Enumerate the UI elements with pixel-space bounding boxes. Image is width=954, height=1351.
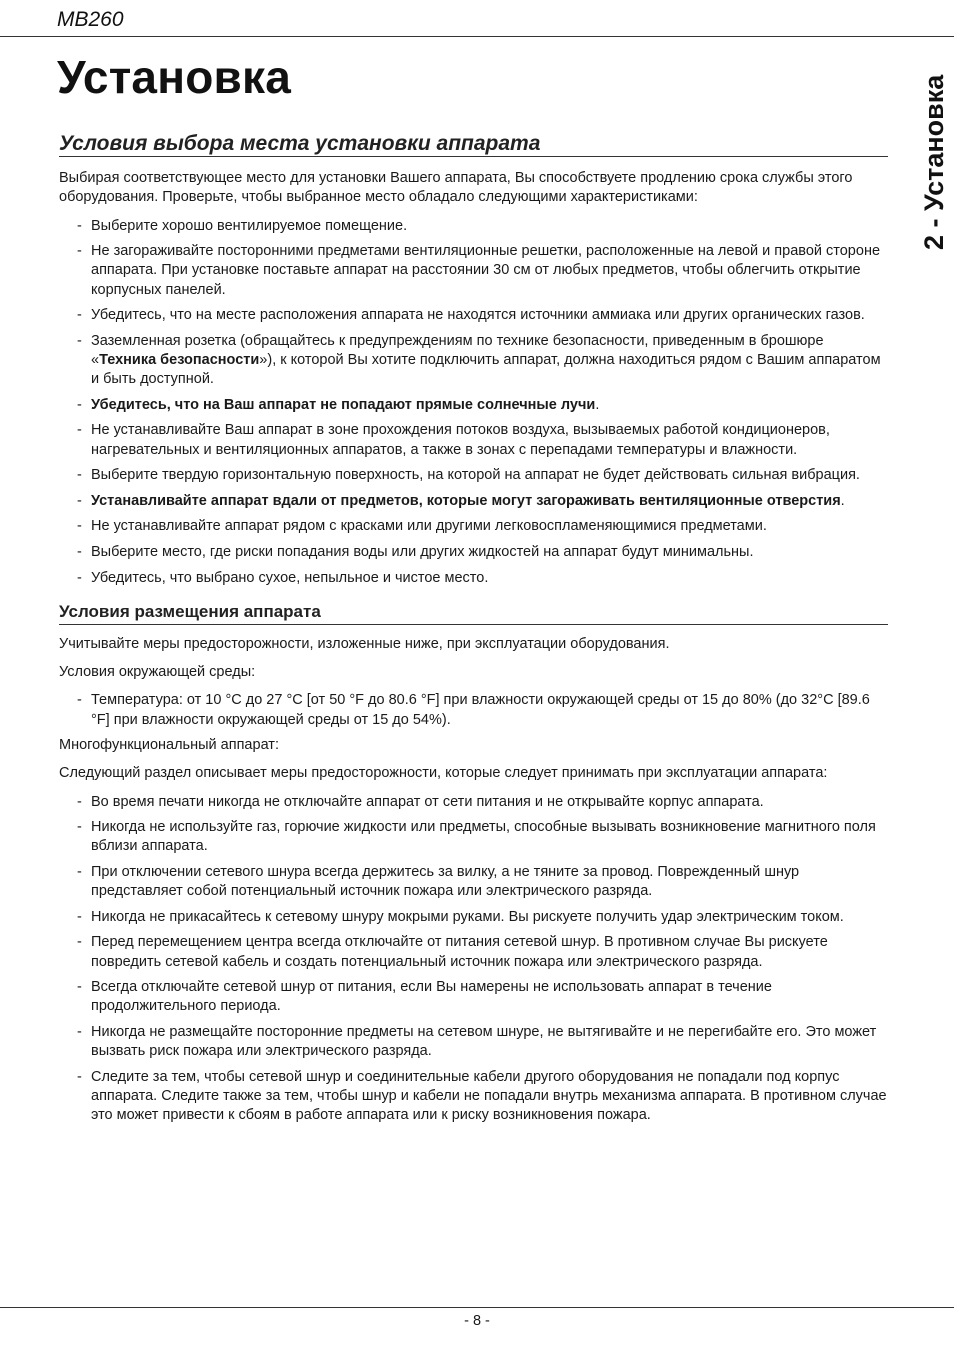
- placement-requirements-list: [59, 217, 888, 588]
- list-item: - Не устанавливайте аппарат рядом с красками или другими легковоспламеняющимися предметами.: [59, 517, 888, 536]
- list-item: - Выберите место, где риски попадания воды или других жидкостей на аппарат будут минимальны.: [59, 543, 888, 562]
- page-title: Установка: [57, 51, 291, 103]
- list-item-text: .: [840, 492, 845, 509]
- list-item: [59, 396, 888, 415]
- footer-divider: [0, 1307, 954, 1308]
- list-item: [59, 332, 888, 390]
- chapter-side-tab-label: 2 - Установка: [919, 74, 949, 250]
- list-item: - Убедитесь, что выбрано сухое, непыльное и чистое место.: [59, 569, 888, 588]
- list-item-bold-text: Устанавливайте аппарат вдали от предметов, которые могут загораживать вентиляционные отверстия: [91, 492, 841, 509]
- list-item: - Не устанавливайте Ваш аппарат в зоне прохождения потоков воздуха, вызываемых работой кондиционеров, нагревательных и вентиляционных аппаратов, а также в зонах с перепадами температуры и влажности.: [59, 421, 888, 459]
- section-heading-operating-conditions: Условия размещения аппарата: [59, 602, 888, 625]
- list-item-text: .: [595, 396, 600, 413]
- list-item-bold-text: Убедитесь, что на Ваш аппарат не попадают прямые солнечные лучи: [91, 396, 596, 413]
- precautions-paragraph: Учитывайте меры предосторожности, изложенные ниже, при эксплуатации оборудования.: [59, 635, 670, 652]
- list-item-text: Заземленная розетка (обращайтесь к предупреждениям по технике безопасности, приведенным в брошюре «: [91, 332, 824, 368]
- list-item: - Температура: от 10 °C до 27 °C [от 50 °F до 80.6 °F] при влажности окружающей среды от 15 до 80% (до 32°C [89.6 °F] при влажности окружающей среды от 15 до 54%).: [59, 691, 888, 729]
- operating-precautions-list: [59, 793, 888, 1126]
- list-item: [59, 492, 888, 511]
- safety-brochure-title: Техника безопасности: [99, 352, 260, 368]
- list-item: - Во время печати никогда не отключайте аппарат от сети питания и не открывайте корпус аппарата.: [59, 793, 888, 812]
- section-heading-placement-conditions: Условия выбора места установки аппарата: [59, 134, 888, 157]
- list-item: - Никогда не прикасайтесь к сетевому шнуру мокрыми руками. Вы рискуете получить удар электрическим током.: [59, 908, 888, 927]
- header-model-name: MB260: [57, 8, 124, 31]
- environment-label: Условия окружающей среды:: [59, 664, 256, 681]
- mfp-intro: Следующий раздел описывает меры предосторожности, которые следует принимать при эксплуатации аппарата:: [59, 765, 828, 782]
- environment-list: [59, 691, 888, 729]
- list-item: - Выберите твердую горизонтальную поверхность, на которой на аппарат не будет действовать сильная вибрация.: [59, 466, 888, 485]
- list-item: - Всегда отключайте сетевой шнур от питания, если Вы намерены не использовать аппарат в течение продолжительного периода.: [59, 978, 888, 1016]
- list-item: - Перед перемещением центра всегда отключайте от питания сетевой шнур. В противном случае Вы рискуете повредить сетевой кабель и создать потенциальный источник пожара или электрического разряда.: [59, 933, 888, 971]
- list-item: - Выберите хорошо вентилируемое помещение.: [59, 217, 888, 236]
- mfp-label: Многофункциональный аппарат:: [59, 737, 279, 754]
- list-item: - Никогда не размещайте посторонние предметы на сетевом шнуре, не вытягивайте и не перегибайте его. Это может вызвать риск пожара или электрического разряда.: [59, 1023, 888, 1061]
- header-divider: [0, 36, 954, 37]
- page-number: - 8 -: [464, 1313, 490, 1329]
- list-item: - Никогда не используйте газ, горючие жидкости или предметы, способные вызывать возникновение магнитного поля вблизи аппарата.: [59, 818, 888, 856]
- list-item: - Убедитесь, что на месте расположения аппарата не находятся источники аммиака или других органических газов.: [59, 306, 888, 325]
- section-intro: Выбирая соответствующее место для установки Вашего аппарата, Вы способствуете продлению срока службы этого оборудования. Проверьте, чтобы выбранное место обладало следующими характеристиками:: [59, 170, 853, 206]
- list-item: - Не загораживайте посторонними предметами вентиляционные решетки, расположенные на левой и правой стороне аппарата. При установке поставьте аппарат на расстоянии 30 см от любых предметов, чтобы облегчить открытие корпусных панелей.: [59, 242, 888, 300]
- list-item-text: »), к которой Вы хотите подключить аппарат, должна находиться рядом с Вашим аппаратом и быть доступной.: [91, 352, 881, 388]
- list-item: - При отключении сетевого шнура всегда держитесь за вилку, а не тяните за провод. Поврежденный шнур представляет собой потенциальный источник пожара или электрического разряда.: [59, 863, 888, 901]
- chapter-side-tab: [897, 60, 949, 260]
- list-item: - Следите за тем, чтобы сетевой шнур и соединительные кабели другого оборудования не попадали под корпус аппарата. Следите также за тем, чтобы шнур и кабели не попадали внутрь механизма аппарата. В противном случае это может привести к сбоям в работе аппарата или к риску возникновения пожара.: [59, 1068, 888, 1126]
- page-content: [59, 134, 888, 1132]
